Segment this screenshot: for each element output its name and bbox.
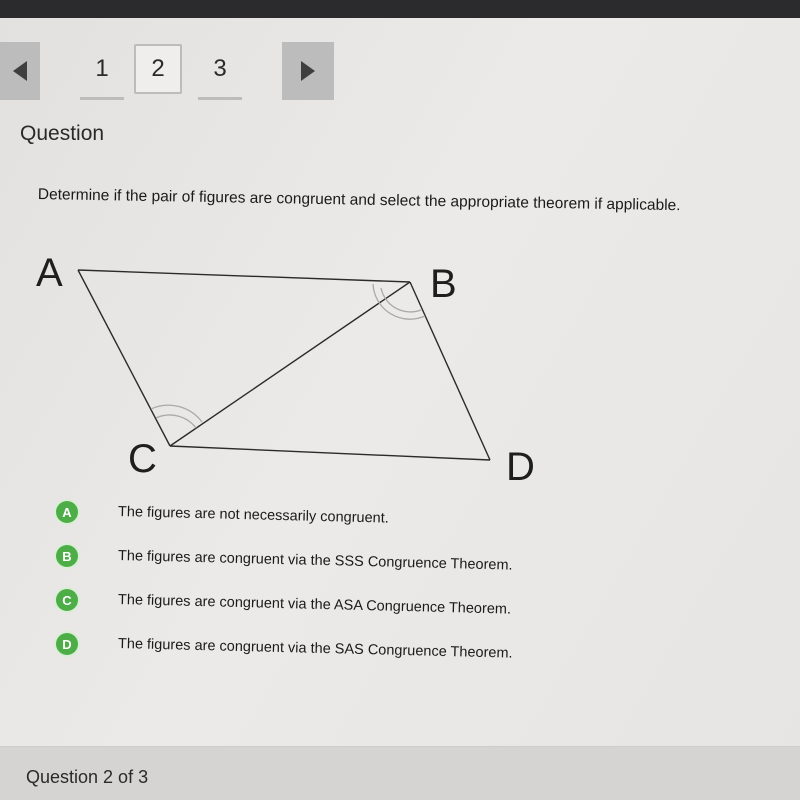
option-text: The figures are not necessarily congruent.	[117, 504, 389, 527]
page-underline	[80, 97, 124, 100]
vertex-label-a: A	[36, 251, 63, 295]
page-number: 3	[213, 55, 227, 82]
page-underline	[198, 97, 242, 100]
option-badge-a: A	[56, 501, 78, 523]
vertex-label-d: D	[506, 445, 535, 489]
page-number: 2	[151, 55, 165, 82]
segment-ac	[78, 270, 170, 446]
page-button-3[interactable]	[196, 44, 244, 94]
angle-mark-c-inner	[156, 415, 196, 428]
footer-bar	[0, 746, 800, 800]
next-button[interactable]	[282, 42, 334, 100]
option-badge-b: B	[56, 545, 78, 567]
vertex-label-c: C	[128, 437, 157, 481]
answer-option-c[interactable]	[56, 578, 616, 622]
question-progress: Question 2 of 3	[26, 767, 149, 787]
figure-segments	[78, 270, 490, 460]
option-text: The figures are congruent via the ASA Congruence Theorem.	[117, 592, 512, 618]
question-pager	[0, 40, 800, 120]
segment-ab	[78, 270, 410, 282]
answer-options	[56, 490, 616, 666]
triangle-right-icon	[301, 61, 315, 81]
question-heading: Question	[20, 122, 105, 145]
geometry-figure	[20, 234, 580, 494]
answer-option-a[interactable]	[56, 490, 616, 534]
answer-option-d[interactable]	[56, 622, 616, 666]
segment-cd	[170, 446, 490, 460]
triangle-left-icon	[13, 61, 27, 81]
previous-button[interactable]	[0, 42, 40, 100]
option-badge-d: D	[56, 633, 78, 655]
segment-bc	[170, 282, 410, 446]
vertex-label-b: B	[430, 262, 457, 306]
option-text: The figures are congruent via the SSS Congruence Theorem.	[117, 548, 513, 574]
option-badge-c: C	[56, 589, 78, 611]
angle-marks	[151, 284, 425, 428]
segment-bd	[410, 282, 490, 460]
quiz-screen	[0, 18, 800, 800]
angle-mark-c-outer	[151, 405, 202, 422]
question-prompt: Determine if the pair of figures are congruent and select the appropriate theorem if applicable.	[37, 186, 681, 215]
page-number: 1	[95, 55, 109, 82]
option-text: The figures are congruent via the SAS Congruence Theorem.	[117, 636, 513, 662]
page-button-2[interactable]	[134, 44, 182, 94]
answer-option-b[interactable]	[56, 534, 616, 578]
page-button-1[interactable]	[78, 44, 126, 94]
